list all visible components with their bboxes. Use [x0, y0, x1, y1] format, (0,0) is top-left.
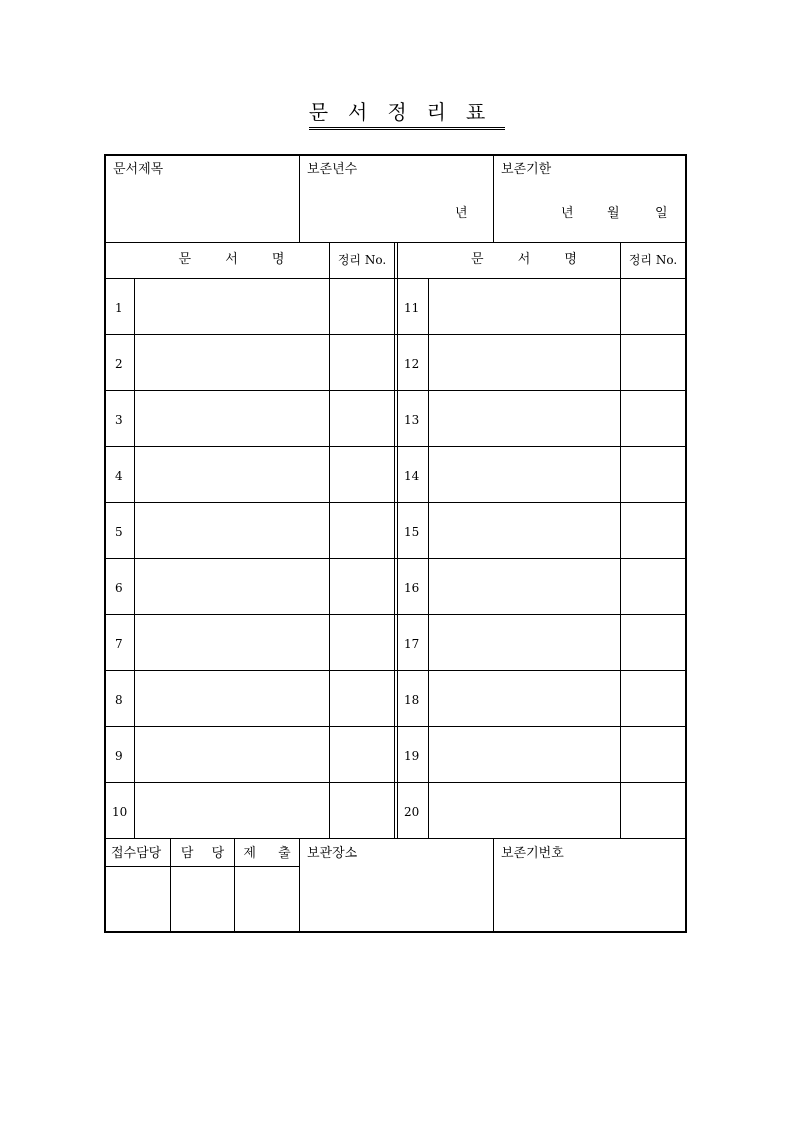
retention-years-label: 보존년수 [307, 162, 358, 177]
center-double-line-1 [394, 242, 395, 838]
row-number-left: 4 [115, 469, 123, 483]
center-double-line-2 [397, 242, 398, 838]
row-number-right: 18 [404, 693, 420, 707]
charge-label: 담 당 [180, 846, 225, 861]
row-number-right: 13 [404, 413, 420, 427]
row-line [106, 334, 685, 335]
header-bottom-line [106, 242, 685, 243]
row-number-left: 8 [115, 693, 123, 707]
row-number-left: 1 [115, 301, 123, 315]
row-line [106, 558, 685, 559]
file-no-column-line-left [329, 242, 330, 838]
header-divider-2 [493, 156, 494, 242]
retention-deadline-label: 보존기한 [501, 162, 552, 177]
row-line [106, 782, 685, 783]
doc-name-header-left: 문 서 명 [178, 252, 285, 267]
deadline-day: 일 [655, 206, 668, 221]
row-number-left: 7 [115, 637, 123, 651]
deadline-month: 월 [607, 206, 620, 221]
file-no-header-right: 정리 No. [628, 253, 678, 267]
table-bottom-line [106, 838, 685, 839]
retention-no-label: 보존기번호 [501, 846, 564, 861]
storage-place-label: 보관장소 [307, 846, 358, 861]
row-number-left: 2 [115, 357, 123, 371]
row-number-right: 15 [404, 525, 420, 539]
row-number-left: 9 [115, 749, 123, 763]
doc-name-header-right: 문 서 명 [471, 252, 577, 267]
row-number-right: 14 [404, 469, 420, 483]
row-number-right: 16 [404, 581, 420, 595]
row-line [106, 390, 685, 391]
row-number-left: 3 [115, 413, 123, 427]
document-form [104, 154, 687, 933]
row-number-right: 17 [404, 637, 420, 651]
row-number-right: 19 [404, 749, 420, 763]
row-line [106, 726, 685, 727]
row-number-right: 12 [404, 357, 420, 371]
row-line [106, 446, 685, 447]
file-no-header-left: 정리 No. [337, 253, 387, 267]
row-number-right: 20 [404, 805, 420, 819]
deadline-year: 년 [561, 206, 574, 221]
retention-years-unit: 년 [455, 206, 468, 221]
footer-divider-4 [493, 838, 494, 931]
row-number-left: 10 [112, 805, 128, 819]
row-number-left: 5 [115, 525, 123, 539]
row-line [106, 502, 685, 503]
page-title: 문서정리표 [0, 100, 794, 130]
column-header-bottom-line [106, 278, 685, 279]
header-divider-1 [299, 156, 300, 242]
receiver-label: 접수담당 [111, 846, 162, 861]
row-line [106, 614, 685, 615]
doc-title-label: 문서제목 [113, 162, 164, 177]
row-line [106, 670, 685, 671]
row-number-right: 11 [404, 301, 420, 315]
submit-label: 제 출 [243, 846, 291, 861]
signature-header-line [106, 866, 299, 867]
footer-divider-3 [299, 838, 300, 931]
row-number-left: 6 [115, 581, 123, 595]
file-no-column-line-right [620, 242, 621, 838]
